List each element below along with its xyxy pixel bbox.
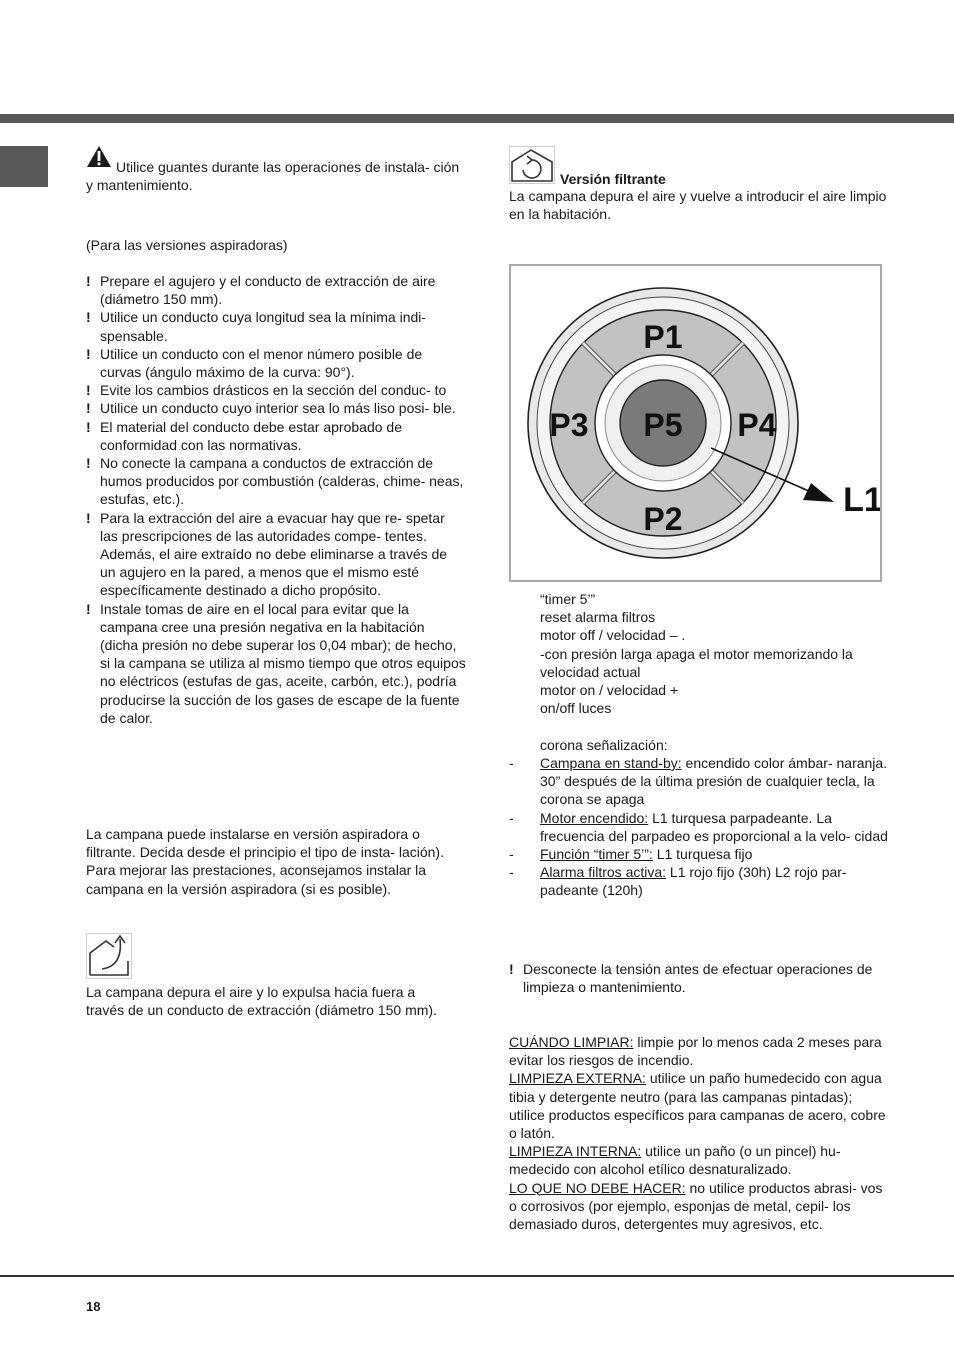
filter-version-title: Versión filtrante xyxy=(560,171,666,187)
list-item: - Función “timer 5’”: L1 turquesa fijo xyxy=(509,846,753,863)
list-item: ! Prepare el agujero y el conducto de extracción de aire (diámetro 150 mm). xyxy=(86,273,436,308)
list-item: ! Evite los cambios drásticos en la sección del conduc- to xyxy=(86,382,447,399)
list-item: - Alarma filtros activa: L1 rojo fijo (30h) L2 rojo par- padeante (120h) xyxy=(509,864,847,899)
list-item: ! Utilice un conducto cuyo interior sea lo más liso posi- ble. xyxy=(86,400,456,417)
list-item: - Campana en stand-by: encendido color ámbar- naranja. 30” después de la última presión de cualquier tecla, la corona se apaga xyxy=(509,755,888,808)
function-p3-long: -con presión larga apaga el motor memorizando la velocidad actual xyxy=(540,645,853,680)
button-functions xyxy=(540,590,890,717)
filter-version-paragraph: La campana depura el aire y vuelve a introducir el aire limpio en la habitación. xyxy=(509,188,887,223)
function-p5: on/off luces xyxy=(540,700,612,717)
p1-label: P1 xyxy=(643,319,683,355)
function-p2: reset alarma filtros xyxy=(540,609,656,626)
aspirating-versions-note: (Para las versiones aspiradoras) xyxy=(86,237,288,253)
aspirating-paragraph: La campana depura el aire y lo expulsa hacia fuera a través de un conducto de extracción (diámetro 150 mm). xyxy=(86,984,437,1019)
list-item: ! Instale tomas de aire en el local para evitar que la campana cree una presión negativa en la habitación (dicha presión no debe superar los 0,04 mbar); de hecho, si la campana se utiliza al mismo tiempo que otros equipos no eléctricos (estufas de gas, aceite, carbón, etc.), podría producirse la succión de los gases de escape de la fuente de calor. xyxy=(86,600,466,726)
cleaning-when: CUÁNDO LIMPIAR: limpie por lo menos cada 2 meses para evitar los riesgos de incendio. xyxy=(509,1034,882,1069)
p4-label: P4 xyxy=(737,407,777,443)
l1-label: L1 xyxy=(843,481,880,519)
header-bar xyxy=(0,114,954,123)
p2-label: P2 xyxy=(643,501,683,537)
list-item: ! Para la extracción del aire a evacuar hay que re- spetar las prescripciones de las autoridades compe- tentes. Además, el aire extraído no debe eliminarse a través de un agujero en la pared, a menos que el mismo esté específicamente destinado a dicho propósito. xyxy=(86,509,448,599)
aspirating-version-icon xyxy=(86,933,132,979)
disconnect-warning: ! Desconecte la tensión antes de efectuar operaciones de limpieza o mantenimiento. xyxy=(509,961,873,996)
filtering-version-icon xyxy=(509,146,555,184)
p3-label: P3 xyxy=(549,407,589,443)
list-item: ! El material del conducto debe estar aprobado de conformidad con las normativas. xyxy=(86,418,402,453)
installation-warnings xyxy=(86,272,466,727)
list-item: ! Utilice un conducto cuya longitud sea la mínima indi- spensable. xyxy=(86,309,427,344)
p5-label: P5 xyxy=(643,407,683,443)
function-p4: motor on / velocidad + xyxy=(540,682,679,699)
gloves-note: Utilice guantes durante las operaciones de instala- ción y mantenimiento. xyxy=(86,159,460,194)
install-paragraph: La campana puede instalarse en versión aspiradora o filtrante. Decida desde el principio el tipo de insta- lación). Para mejorar las prestaciones, aconsejamos instalar la campana en la versión aspiradora (si es posible). xyxy=(86,826,444,897)
list-item: ! No conecte la campana a conductos de extracción de humos producidos por combustión (calderas, chime- neas, estufas, etc.). xyxy=(86,455,464,508)
cleaning-dont: LO QUE NO DEBE HACER: no utilice productos abrasi- vos o corrosivos (por ejemplo, esponjas de metal, cepil- los demasiado duros, detergentes muy agresivos, etc. xyxy=(509,1179,883,1233)
cleaning-instructions xyxy=(509,1033,889,1233)
control-ring-svg xyxy=(511,266,880,580)
list-item: ! Utilice un conducto con el menor número posible de curvas (ángulo máximo de la curva: 90°). xyxy=(86,345,423,381)
section-tab xyxy=(0,146,48,187)
list-item: - Motor encendido: L1 turquesa parpadeante. La frecuencia del parpadeo es proporcional a la velo- cidad xyxy=(509,809,888,844)
function-p3: motor off / velocidad – . xyxy=(540,627,686,644)
page-number: 18 xyxy=(86,1299,101,1314)
corona-title: corona señalización: xyxy=(540,737,668,753)
function-p1: “timer 5’” xyxy=(540,591,596,607)
control-panel-diagram xyxy=(509,264,882,582)
cleaning-internal: LIMPIEZA INTERNA: utilice un paño (o un pincel) hu- medecido con alcohol etílico desnaturalizado. xyxy=(509,1143,841,1178)
cleaning-external: LIMPIEZA EXTERNA: utilice un paño humedecido con agua tibia y detergente neutro (para las campanas pintadas); utilice productos específicos para campanas de acero, cobre o latón. xyxy=(509,1070,886,1142)
footer-rule xyxy=(0,1275,954,1277)
corona-states xyxy=(509,754,889,900)
